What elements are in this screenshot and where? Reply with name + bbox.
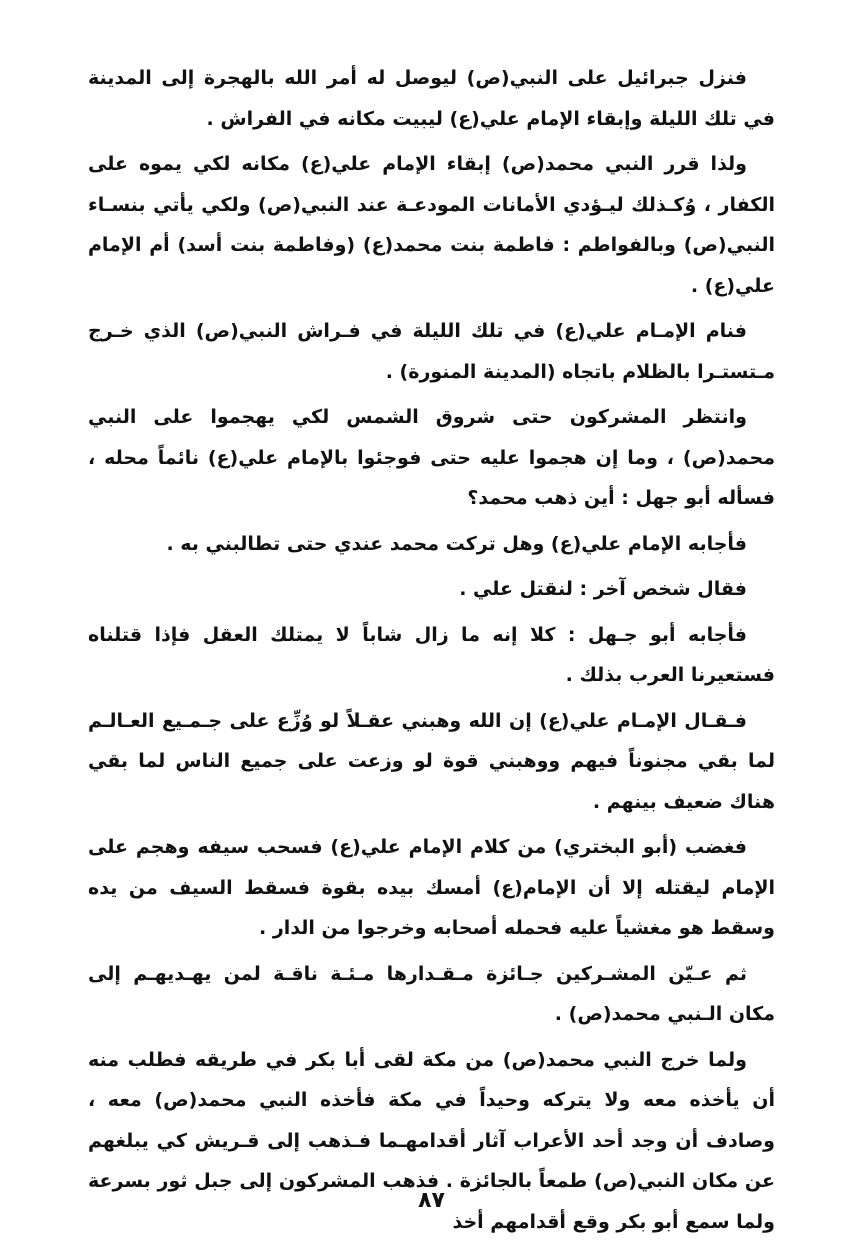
paragraph: فقال شخص آخر : لنقتل علي .	[459, 578, 747, 600]
paragraph: فأجابه أبو جـهل : كلا إنه ما زال شاباً لا يمتلك العقل فإذا قتلناه فستعيرنا العرب بذلك .	[88, 623, 775, 686]
paragraph: فنام الإمـام علي(ع) في تلك الليلة في فـراش النبي(ص) الذي خـرج مـتستـرا بالظلام باتجاه (المدينة المنورة) .	[88, 320, 775, 383]
paragraph: ولما خرج النبي محمد(ص) من مكة لقى أبا بكر في طريقه فطلب منه أن يأخذه معه ولا يتركه وحيداً في مكة فأخذه النبي محمد(ص) معه ، وصادف أن وجد أحد الأعراب آثار أقدامهـما فـذهب إلى قـريش كي يبلغهم عن مكان النبي(ص) طمعاً بالجائزة . فذهب المشركون إلى جبل ثور بسرعة ولما سمع أبو بكر وقع أقدامهم أخذ	[88, 1048, 775, 1233]
paragraph: ولذا قرر النبي محمد(ص) إبقاء الإمام علي(ع) مكانه لكي يموه على الكفار ، وُكـذلك ليـؤدي الأمانات المودعـة عند النبي(ص) ولكي يأتي بنسـاء النبي(ص) وبالفواطم : فاطمة بنت محمد(ع) (وفاطمة بنت أسد) أم الإمام علي(ع) .	[88, 153, 775, 297]
paragraph: فغضب (أبو البختري) من كلام الإمام علي(ع) فسحب سيفه وهجم على الإمام ليقتله إلا أن الإمام(ع) أمسك بيده بقوة فسقط السيف من يده وسقط هو مغشياً عليه فحمله أصحابه وخرجوا من الدار .	[88, 836, 775, 939]
paragraph: فـقـال الإمـام علي(ع) إن الله وهبني عقـلاً لو وُزِّع على جـمـيع العـالـم لما بقي مجنوناً فيهم ووهبني قوة لو وزعت على جميع الناس لما بقي هناك ضعيف بينهم .	[88, 709, 775, 813]
page-number: ٨٧	[418, 1188, 445, 1213]
paragraph: وانتظر المشركون حتى شروق الشمس لكي يهجموا على النبي محمد(ص) ، وما إن هجموا عليه حتى فوجئوا بالإمام علي(ع) نائماً محله ، فسأله أبو جهل : أين ذهب محمد؟	[88, 406, 775, 509]
paragraph: فأجابه الإمام علي(ع) وهل تركت محمد عندي حتى تطالبني به .	[166, 532, 747, 555]
body-text	[88, 58, 775, 1247]
paragraph: ثم عـيّن المشـركين جـائزة مـقـدارها مـئـة ناقـة لمن يهـديهـم إلى مكان الـنبي محمد(ص) .	[88, 962, 775, 1025]
paragraph: فنزل جبرائيل على النبي(ص) ليوصل له أمر الله بالهجرة إلى المدينة في تلك الليلة وإبقاء الإمام علي(ع) ليبيت مكانه في الفراش .	[88, 67, 775, 130]
